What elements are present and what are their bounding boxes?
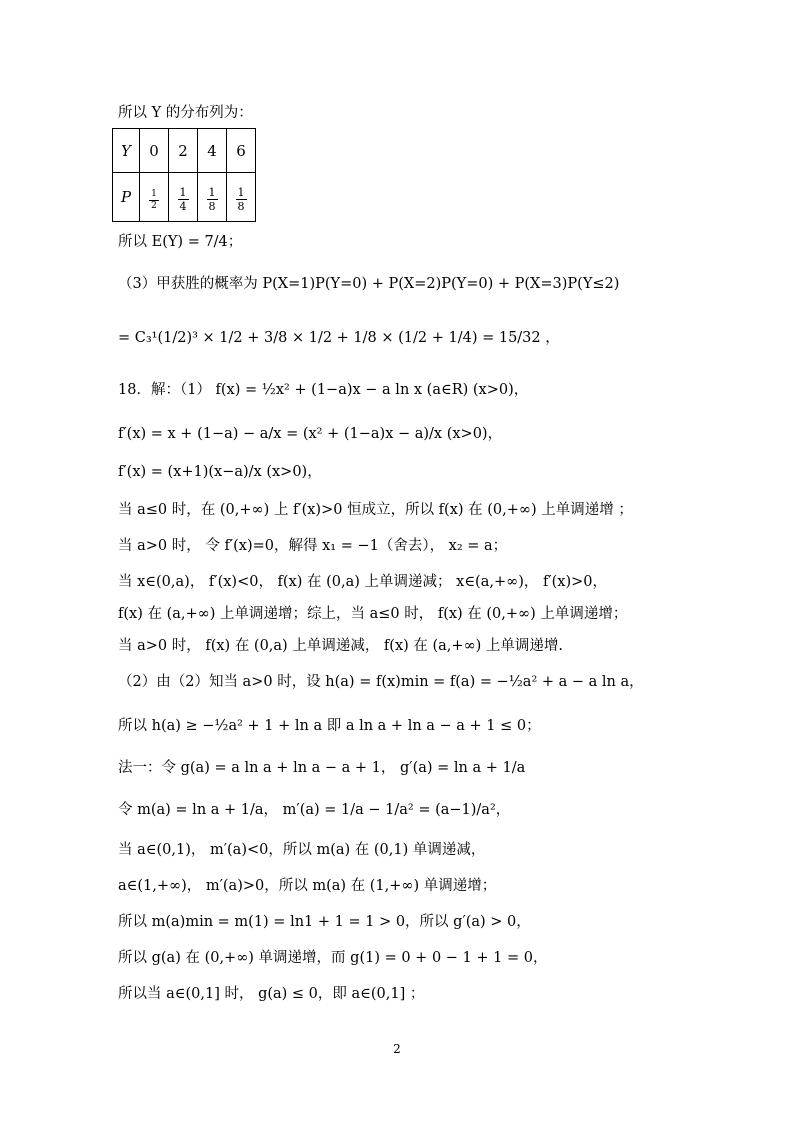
table-row — [113, 129, 256, 173]
table-cell: 2 — [169, 129, 198, 173]
fraction: $\frac{1}{2}$ — [151, 189, 157, 211]
fraction: $\frac{1}{8}$ — [208, 185, 216, 213]
fraction: $\frac{1}{4}$ — [179, 185, 187, 213]
text-line: 所以 h(a) ≥ −½a² + 1 + ln a 即 a ln a + ln a − a + 1 ≤ 0； — [118, 718, 541, 734]
text-line: 当 a∈(0,1)， m′(a)<0，所以 m(a) 在 (0,1) 单调递减， — [118, 842, 486, 858]
table-cell: 0 — [140, 129, 169, 173]
text-line: f′(x) = (x+1)(x−a)/x (x>0)， — [118, 464, 322, 480]
table-cell — [169, 173, 198, 222]
text-line: 所以当 a∈(0,1] 时， g(a) ≤ 0，即 a∈(0,1] ； — [118, 986, 425, 1002]
text-line: a∈(1,+∞)， m′(a)>0，所以 m(a) 在 (1,+∞) 单调递增； — [118, 878, 497, 894]
text-line: （3）甲获胜的概率为 P(X=1)P(Y=0) + P(X=2)P(Y=0) + P(X=3)P(Y≤2) — [118, 276, 620, 292]
table-cell: P — [113, 173, 140, 222]
text-line: 所以 g(a) 在 (0,+∞) 单调递增，而 g(1) = 0 + 0 − 1 + 1 = 0， — [118, 950, 548, 966]
text-line: 法一：令 g(a) = a ln a + ln a − a + 1， g′(a) = ln a + 1/a — [118, 760, 526, 776]
text-line: 当 x∈(0,a)， f′(x)<0， f(x) 在 (0,a) 上单调递减； x∈(a,+∞)， f′(x)>0， — [118, 574, 607, 590]
text-line: 当 a>0 时， f(x) 在 (0,a) 上单调递减， f(x) 在 (a,+∞) 上单调递增. — [118, 638, 564, 654]
table-cell — [227, 173, 256, 222]
text-line: f′(x) = x + (1−a) − a/x = (x² + (1−a)x − a)/x (x>0)， — [118, 426, 503, 442]
table-cell — [140, 173, 169, 222]
table-cell — [198, 173, 227, 222]
text-line: f(x) 在 (a,+∞) 上单调递增；综上，当 a≤0 时， f(x) 在 (0,+∞) 上单调递增； — [118, 606, 628, 622]
page-number: 2 — [393, 1042, 401, 1056]
text-line: 所以 E(Y) = 7/4； — [118, 234, 243, 250]
table-cell: 6 — [227, 129, 256, 173]
table-row — [113, 173, 256, 222]
text-line: 所以 m(a)min = m(1) = ln1 + 1 = 1 > 0，所以 g′(a) > 0， — [118, 914, 531, 930]
table-cell: Y — [113, 129, 140, 173]
distribution-table — [112, 128, 256, 222]
text-line: 所以 Y 的分布列为： — [118, 105, 253, 121]
text-line: = C₃¹(1/2)³ × 1/2 + 3/8 × 1/2 + 1/8 × (1/2 + 1/4) = 15/32 ， — [118, 330, 560, 346]
text-line: 18．解：（1） f(x) = ½x² + (1−a)x − a ln x (a∈R) (x>0)， — [118, 382, 529, 398]
text-line: 当 a>0 时， 令 f′(x)=0，解得 x₁ = −1（舍去）， x₂ = a； — [118, 538, 508, 554]
text-line: 令 m(a) = ln a + 1/a， m′(a) = 1/a − 1/a² = (a−1)/a²， — [118, 802, 511, 818]
text-line: 当 a≤0 时，在 (0,+∞) 上 f′(x)>0 恒成立，所以 f(x) 在 (0,+∞) 上单调递增 ； — [118, 502, 633, 518]
text-line: （2）由（2）知当 a>0 时，设 h(a) = f(x)min = f(a) = −½a² + a − a ln a， — [118, 674, 644, 690]
table-cell: 4 — [198, 129, 227, 173]
fraction: $\frac{1}{8}$ — [237, 185, 245, 213]
